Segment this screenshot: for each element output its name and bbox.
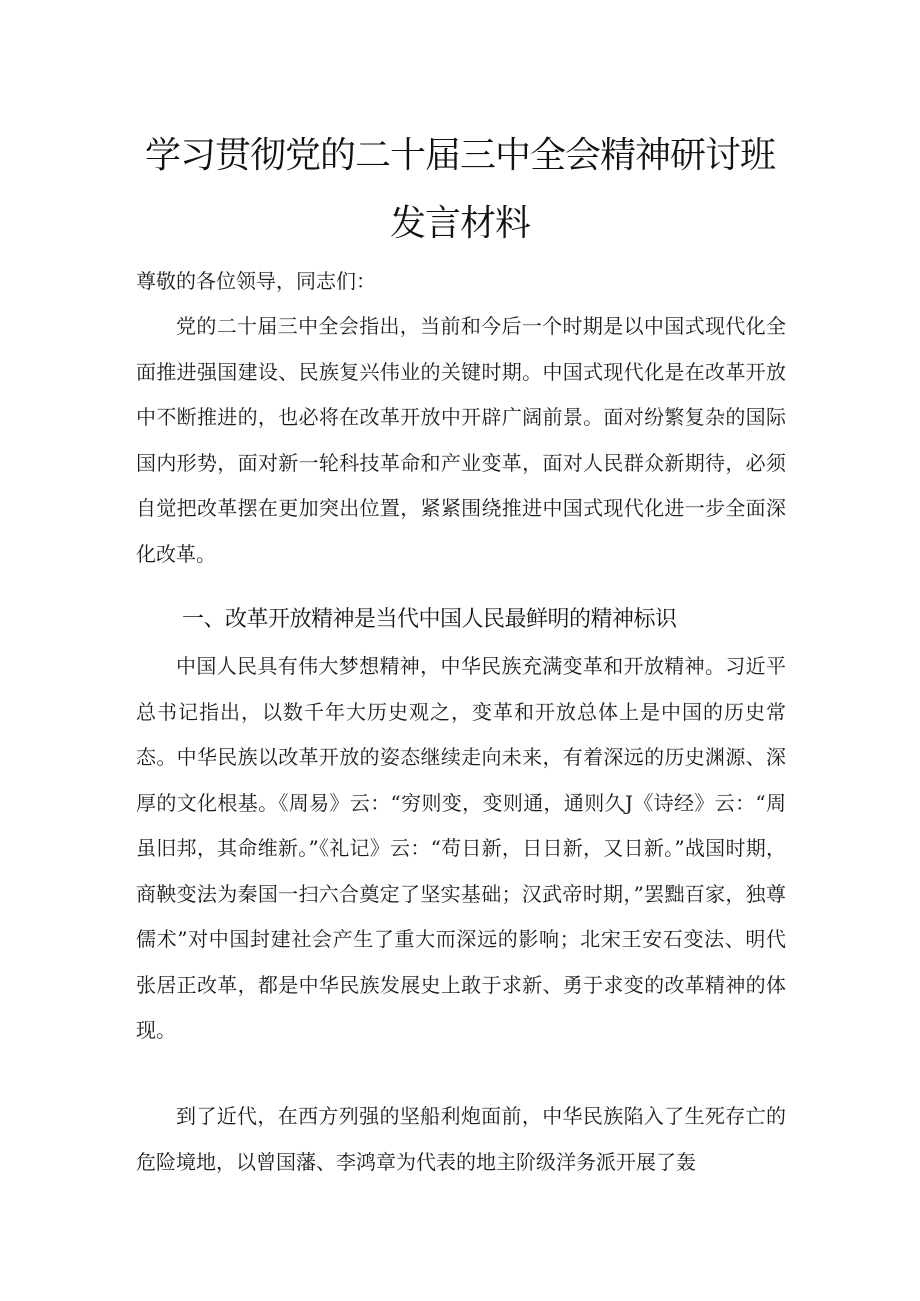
paragraph-2-block [136, 644, 786, 1054]
paragraph-3-block [136, 1094, 786, 1185]
paragraph-1: 党的二十届三中全会指出，当前和今后一个时期是以中国式现代化全面推进强国建设、民族复兴伟业的关键时期。中国式现代化是在改革开放中不断推进的，也必将在改革开放中开辟广阔前景。面对纷繁复杂的国际国内形势，面对新一轮科技革命和产业变革，面对人民群众新期待，必须自觉把改革摆在更加突出位置，紧紧围绕推进中国式现代化进一步全面深化改革。 [136, 314, 786, 566]
paragraph-2: 中国人民具有伟大梦想精神，中华民族充满变革和开放精神。习近平总书记指出，以数千年大历史观之，变革和开放总体上是中国的历史常态。中华民族以改革开放的姿态继续走向未来，有着深远的历史渊源、深厚的文化根基。《周易》云：“穷则变，变则通，通则久J《诗经》云：“周虽旧邦，其命维新。”《礼记》云：“苟日新，日日新，又日新。”战国时期，商鞅变法为秦国一扫六合奠定了坚实基础；汉武帝时期，”罢黜百家，独尊儒术”对中国封建社会产生了重大而深远的影响；北宋王安石变法、明代张居正改革，都是中华民族发展史上敢于求新、勇于求变的改革精神的体现。 [136, 654, 786, 1042]
paragraph-1-block [136, 304, 786, 577]
document-title-line-2: 发言材料 [389, 203, 530, 244]
document-title-line-1: 学习贯彻党的二十届三中全会精神研讨班 [144, 135, 775, 176]
section-heading-1: 一、改革开放精神是当代中国人民最鲜明的精神标识 [182, 607, 677, 632]
greeting: 尊敬的各位领导，同志们： [136, 269, 376, 293]
paragraph-3: 到了近代，在西方列强的坚船利炮面前，中华民族陷入了生死存亡的危险境地，以曾国藩、李鸿章为代表的地主阶级洋务派开展了轰 [136, 1104, 786, 1174]
